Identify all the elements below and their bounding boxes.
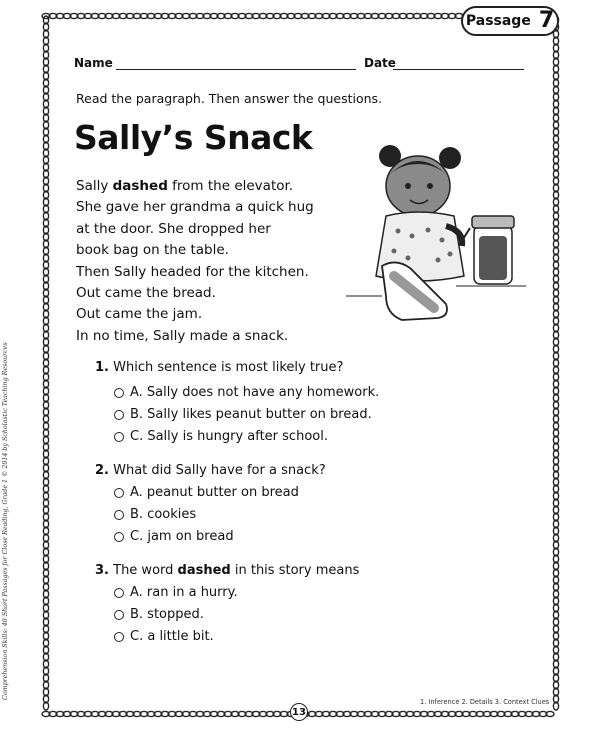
answer-option[interactable]: B. Sally likes peanut butter on bread. bbox=[114, 407, 372, 422]
story-line: at the door. She dropped her bbox=[76, 220, 271, 237]
vocab-word: dashed bbox=[112, 178, 168, 194]
answer-option[interactable]: A. Sally does not have any homework. bbox=[114, 385, 379, 400]
question-1: 1. Which sentence is most likely true? bbox=[95, 360, 344, 375]
story-line: book bag on the table. bbox=[76, 242, 229, 259]
answer-option[interactable]: C. Sally is hungry after school. bbox=[114, 429, 328, 444]
name-field[interactable] bbox=[116, 69, 356, 70]
name-label: Name bbox=[74, 56, 113, 70]
answer-option[interactable]: B. cookies bbox=[114, 507, 196, 522]
radio-circle-icon[interactable] bbox=[114, 610, 124, 620]
story-line: She gave her grandma a quick hug bbox=[76, 199, 314, 216]
skills-list: 1. Inference 2. Details 3. Context Clues bbox=[420, 698, 550, 706]
radio-circle-icon[interactable] bbox=[114, 510, 124, 520]
answer-option[interactable]: C. a little bit. bbox=[114, 629, 214, 644]
question-3: 3. The word dashed in this story means bbox=[95, 563, 360, 578]
passage-number: 7 bbox=[538, 8, 555, 33]
answer-option[interactable]: C. jam on bread bbox=[114, 529, 234, 544]
radio-circle-icon[interactable] bbox=[114, 632, 124, 642]
credit-line: Comprehension Skills: 40 Short Passages for Close Reading, Grade 1 © 2014 by Scholastic Teaching Resources bbox=[2, 342, 9, 700]
date-field[interactable] bbox=[393, 69, 524, 70]
sally-illustration bbox=[346, 136, 526, 336]
story-paragraph bbox=[76, 176, 314, 347]
radio-circle-icon[interactable] bbox=[114, 588, 124, 598]
instructions: Read the paragraph. Then answer the questions. bbox=[76, 91, 383, 106]
radio-circle-icon[interactable] bbox=[114, 432, 124, 442]
date-label: Date bbox=[364, 56, 396, 70]
page-title: Sally’s Snack bbox=[74, 118, 313, 157]
story-line: Out came the jam. bbox=[76, 306, 203, 323]
radio-circle-icon[interactable] bbox=[114, 532, 124, 542]
radio-circle-icon[interactable] bbox=[114, 410, 124, 420]
story-line: Out came the bread. bbox=[76, 285, 216, 302]
story-line: Then Sally headed for the kitchen. bbox=[76, 263, 309, 280]
story-line: In no time, Sally made a snack. bbox=[76, 327, 289, 344]
question-2: 2. What did Sally have for a snack? bbox=[95, 463, 326, 478]
passage-badge bbox=[461, 6, 559, 36]
answer-option[interactable]: B. stopped. bbox=[114, 607, 204, 622]
story-line: Sally dashed from the elevator. bbox=[76, 178, 294, 194]
radio-circle-icon[interactable] bbox=[114, 388, 124, 398]
radio-circle-icon[interactable] bbox=[114, 488, 124, 498]
answer-option[interactable]: A. ran in a hurry. bbox=[114, 585, 238, 600]
page-number: 13 bbox=[290, 703, 308, 721]
answer-option[interactable]: A. peanut butter on bread bbox=[114, 485, 299, 500]
passage-label: Passage bbox=[465, 13, 531, 29]
